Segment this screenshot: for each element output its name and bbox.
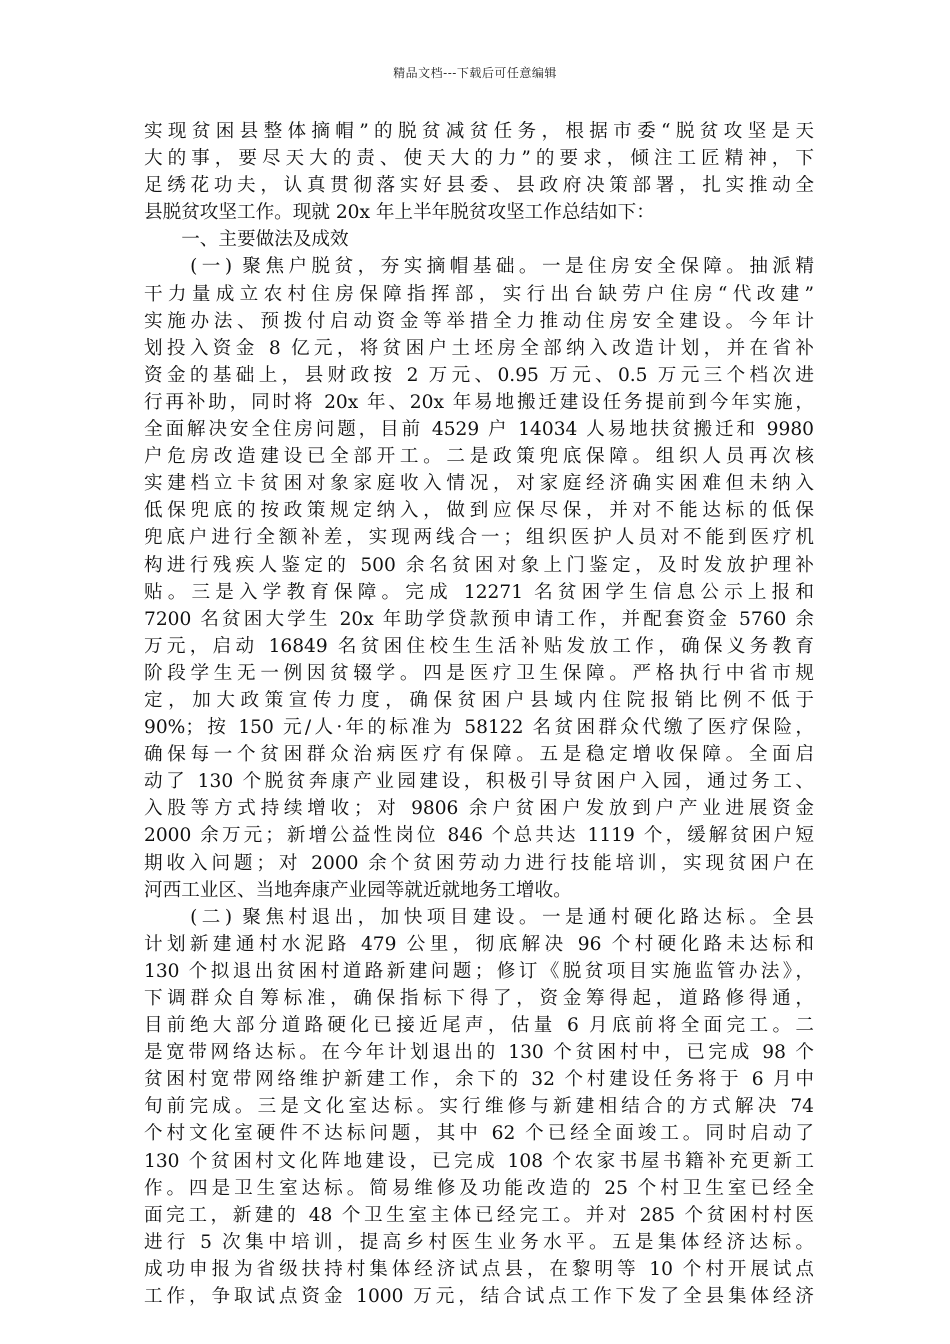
body-text-line: 定，加大政策宣传力度，确保贫困户县域内住院报销比例不低于 (144, 689, 814, 711)
body-text-line: 作。四是卫生室达标。简易维修及功能改造的 25 个村卫生室已经全 (144, 1177, 814, 1199)
body-text-line: 130 个拟退出贫困村道路新建问题；修订《脱贫项目实施监管办法》， (144, 960, 814, 982)
body-text-line: (一) 聚焦户脱贫，夯实摘帽基础。一是住房安全保障。抽派精 (144, 256, 814, 278)
body-text-line: (二) 聚焦村退出，加快项目建设。一是通村硬化路达标。全县 (144, 906, 814, 928)
body-text-line: 大的事，要尽天大的责、使天大的力”的要求，倾注工匠精神，下 (144, 148, 814, 170)
body-text-line: 资金的基础上，县财政按 2 万元、0.95 万元、0.5 万元三个档次进 (144, 364, 814, 386)
body-text-line: 全面解决安全住房问题，目前 4529 户 14034 人易地扶贫搬迁和 9980 (144, 419, 814, 441)
body-text-line: 低保兜底的按政策规定纳入，做到应保尽保，并对不能达标的低保 (144, 500, 814, 522)
body-text-line: 阶段学生无一例因贫辍学。四是医疗卫生保障。严格执行中省市规 (144, 662, 814, 684)
body-text-line: 计划新建通村水泥路 479 公里，彻底解决 96 个村硬化路未达标和 (144, 933, 814, 955)
body-text-line: 实现贫困县整体摘帽”的脱贫减贫任务，根据市委“脱贫攻坚是天 (144, 121, 814, 142)
body-text-line: 河西工业区、当地奔康产业园等就近就地务工增收。 (144, 879, 572, 901)
body-text-line: 面完工，新建的 48 个卫生室主体已经完工。并对 285 个贫困村村医 (144, 1204, 814, 1226)
body-text-line: 期收入问题；对 2000 余个贫困劳动力进行技能培训，实现贫困户在 (144, 852, 814, 874)
body-text-line: 行再补助，同时将 20x 年、20x 年易地搬迁建设任务提前到今年实施， (144, 391, 814, 413)
body-text-line: 实建档立卡贫困对象家庭收入情况，对家庭经济确实困难但未纳入 (144, 473, 814, 495)
body-text-line: 万元，启动 16849 名贫困住校生生活补贴发放工作，确保义务教育 (144, 635, 814, 657)
body-text-line: 进行 5 次集中培训，提高乡村医生业务水平。五是集体经济达标。 (144, 1231, 814, 1253)
body-text-line: 目前绝大部分道路硬化已接近尾声，估量 6 月底前将全面完工。二 (144, 1015, 814, 1037)
body-text-line: 构进行残疾人鉴定的 500 余名贫困对象上门鉴定，及时发放护理补 (144, 554, 814, 576)
body-text-line: 实施办法、预拨付启动资金等举措全力推动住房安全建设。今年计 (144, 310, 814, 332)
body-text-line: 90%；按 150 元/人·年的标准为 58122 名贫困群众代缴了医疗保险， (144, 717, 814, 739)
body-text-line: 个村文化室硬件不达标问题，其中 62 个已经全面竣工。同时启动了 (144, 1123, 814, 1145)
body-text-line: 2000 余万元；新增公益性岗位 846 个总共达 1119 个，缓解贫困户短 (144, 825, 814, 847)
body-text-line: 工作，争取试点资金 1000 万元，结合试点工作下发了全县集体经济 (144, 1286, 814, 1308)
body-text-line: 动了 130 个脱贫奔康产业园建设，积极引导贫困户入园，通过务工、 (144, 771, 814, 793)
body-text-line: 确保每一个贫困群众治病医疗有保障。五是稳定增收保障。全面启 (144, 744, 814, 766)
body-text-line: 入股等方式持续增收；对 9806 余户贫困户发放到户产业进展资金 (144, 798, 814, 820)
body-text-line: 户危房改造建设已全部开工。二是政策兜底保障。组织人员再次核 (144, 446, 814, 468)
body-text-line: 贫困村宽带网络维护新建工作，余下的 32 个村建设任务将于 6 月中 (144, 1069, 814, 1091)
body-text-line: 贴。三是入学教育保障。完成 12271 名贫困学生信息公示上报和 (144, 581, 814, 603)
document-body (144, 118, 814, 1310)
body-text-line: 干力量成立农村住房保障指挥部，实行出台缺劳户住房“代改建” (144, 283, 814, 305)
body-text-line: 旬前完成。三是文化室达标。实行维修与新建相结合的方式解决 74 (144, 1096, 814, 1118)
body-text-line: 兜底户进行全额补差，实现两线合一；组织医护人员对不能到医疗机 (144, 527, 814, 549)
body-text-line: 成功申报为省级扶持村集体经济试点县，在黎明等 10 个村开展试点 (144, 1258, 814, 1280)
page-header: 精品文档---下载后可任意编辑 (393, 66, 557, 80)
body-text-line: 是宽带网络达标。在今年计划退出的 130 个贫困村中，已完成 98 个 (144, 1042, 814, 1064)
body-text-line: 划投入资金 8 亿元，将贫困户土坯房全部纳入改造计划，并在省补 (144, 337, 814, 359)
section-heading: 一、主要做法及成效 (144, 229, 349, 251)
body-text-line: 130 个贫困村文化阵地建设，已完成 108 个农家书屋书籍补充更新工 (144, 1150, 814, 1172)
body-text-line: 足绣花功夫，认真贯彻落实好县委、县政府决策部署，扎实推动全 (144, 175, 814, 197)
body-text-line: 县脱贫攻坚工作。现就 20x 年上半年脱贫攻坚工作总结如下： (144, 202, 655, 224)
body-text-line: 下调群众自筹标准，确保指标下得了，资金筹得起，道路修得通， (144, 988, 814, 1009)
body-text-line: 7200 名贫困大学生 20x 年助学贷款预申请工作，并配套资金 5760 余 (144, 608, 814, 630)
